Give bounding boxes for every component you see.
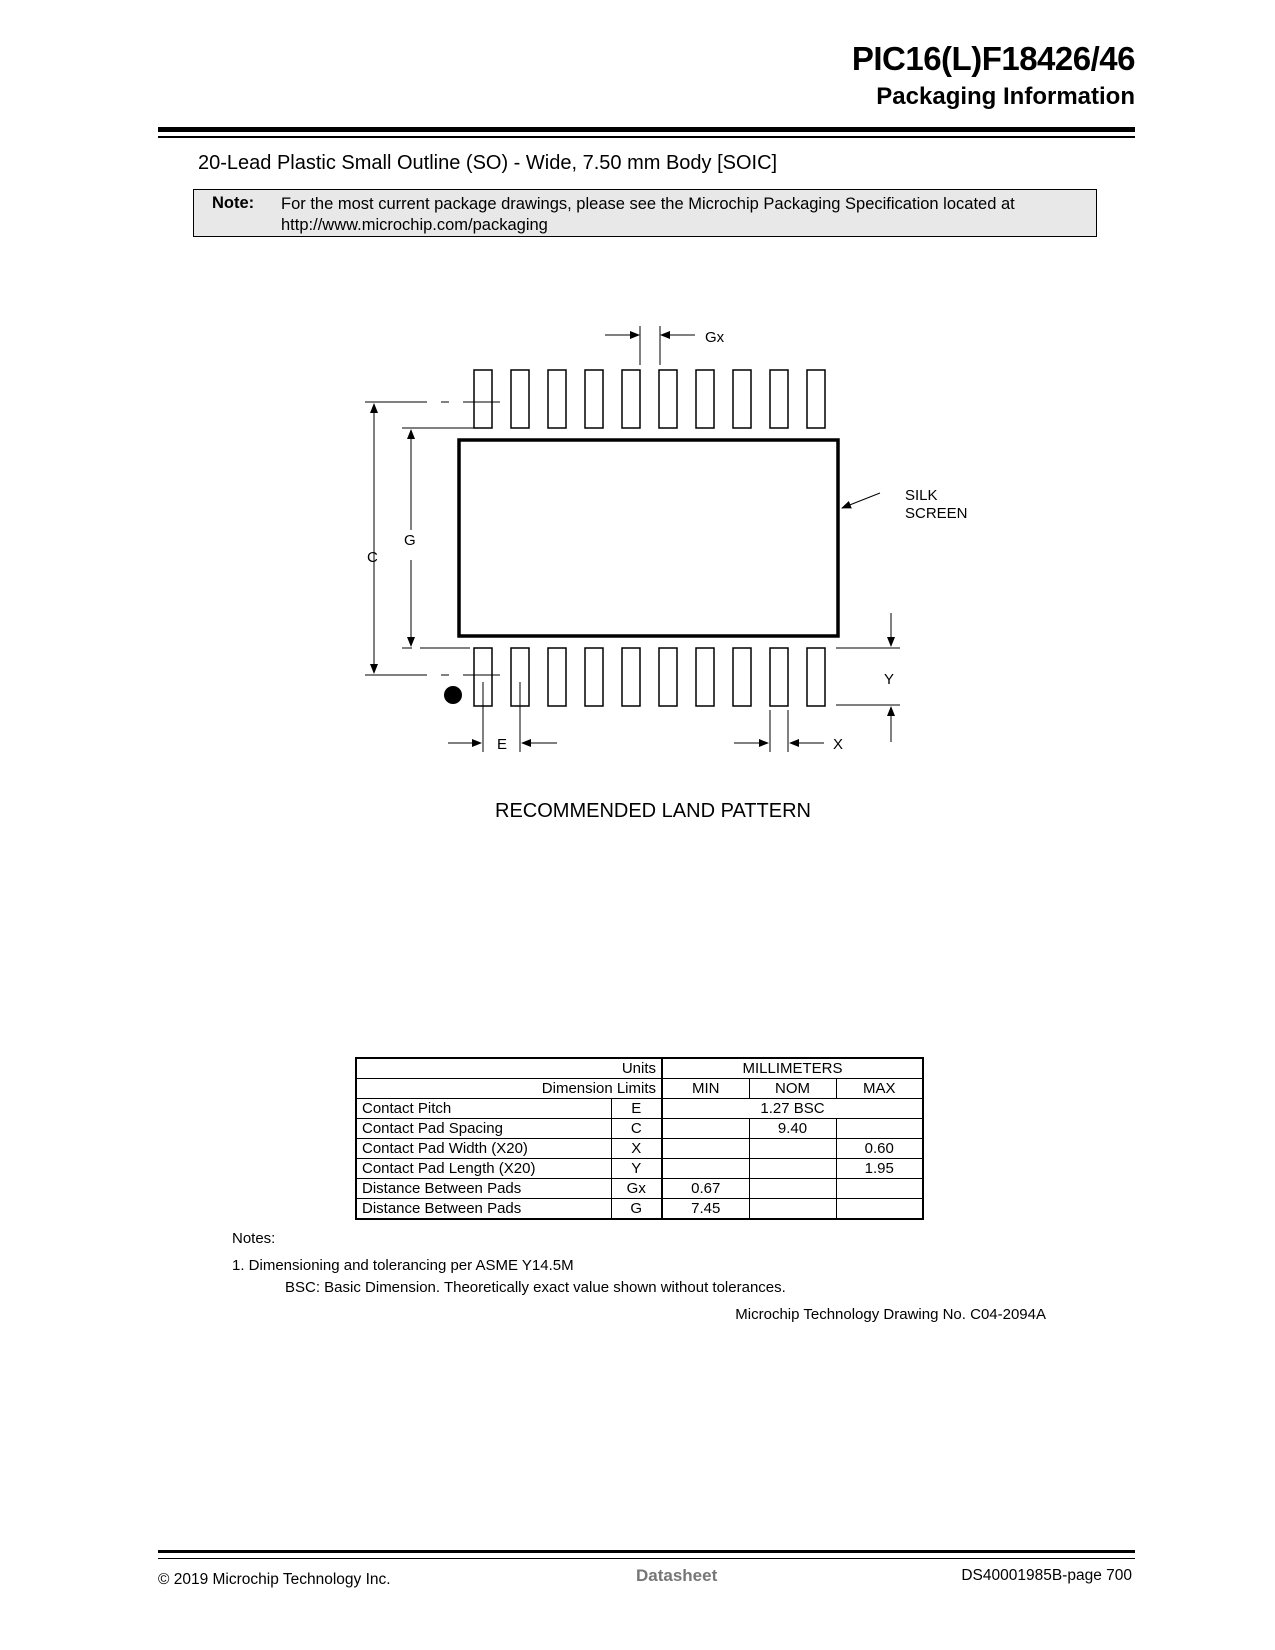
drawing-number: Microchip Technology Drawing No. C04-2094A (735, 1306, 1046, 1323)
dimension-table (355, 1057, 924, 1220)
note-item-1: 1. Dimensioning and tolerancing per ASME Y14.5M (232, 1257, 574, 1274)
bottom-pad (622, 648, 640, 706)
x-dimension (734, 710, 824, 752)
row-name: Distance Between Pads (356, 1199, 611, 1220)
footer-rule-thin (158, 1558, 1135, 1559)
notes-header: Notes: (232, 1230, 276, 1247)
row-min: 0.67 (662, 1179, 749, 1199)
silk-screen-outline (459, 440, 838, 636)
row-min (662, 1159, 749, 1179)
table-row (356, 1199, 923, 1220)
top-pad (622, 370, 640, 428)
gx-dimension (605, 326, 695, 365)
row-min: 7.45 (662, 1199, 749, 1220)
silk-label-1: SILK (905, 487, 938, 504)
row-nom: 1.27 BSC (662, 1099, 923, 1119)
bottom-pad (548, 648, 566, 706)
row-name: Contact Pitch (356, 1099, 611, 1119)
top-pad (548, 370, 566, 428)
row-min (662, 1139, 749, 1159)
note-label: Note: (212, 194, 255, 212)
row-name: Contact Pad Length (X20) (356, 1159, 611, 1179)
row-max (836, 1179, 923, 1199)
note-line-1: For the most current package drawings, please see the Microchip Packaging Specification located at (281, 195, 1015, 213)
c-label: C (367, 549, 378, 566)
footer-page-number: DS40001985B-page 700 (961, 1567, 1132, 1584)
bottom-pad (770, 648, 788, 706)
note-bsc: BSC: Basic Dimension. Theoretically exact value shown without tolerances. (285, 1279, 786, 1296)
top-pad (585, 370, 603, 428)
row-symbol: X (611, 1139, 662, 1159)
page-subtitle: Packaging Information (876, 83, 1135, 110)
y-label: Y (884, 671, 895, 688)
row-nom (749, 1179, 836, 1199)
units-label: Units (356, 1058, 662, 1079)
g-label: G (404, 532, 416, 549)
row-symbol: Gx (611, 1179, 662, 1199)
land-pattern-drawing (0, 0, 1275, 800)
row-min (662, 1119, 749, 1139)
footer-copyright: © 2019 Microchip Technology Inc. (158, 1571, 391, 1588)
row-max (836, 1199, 923, 1220)
col-nom: NOM (749, 1079, 836, 1099)
units-value: MILLIMETERS (662, 1058, 923, 1079)
row-symbol: Y (611, 1159, 662, 1179)
page-title: PIC16(L)F18426/46 (851, 40, 1135, 77)
row-max (836, 1119, 923, 1139)
row-max: 0.60 (836, 1139, 923, 1159)
top-pad (770, 370, 788, 428)
row-name: Contact Pad Spacing (356, 1119, 611, 1139)
table-row (356, 1139, 923, 1159)
gx-label: Gx (705, 329, 725, 346)
pin1-marker (444, 686, 462, 704)
col-min: MIN (662, 1079, 749, 1099)
row-nom (749, 1139, 836, 1159)
bottom-pad (585, 648, 603, 706)
e-label: E (497, 736, 508, 753)
table-row (356, 1159, 923, 1179)
table-row (356, 1099, 923, 1119)
table-units-row (356, 1058, 923, 1079)
c-dimension (365, 402, 500, 675)
footer-datasheet: Datasheet (636, 1566, 718, 1585)
top-pad-row (474, 370, 825, 428)
row-name: Contact Pad Width (X20) (356, 1139, 611, 1159)
table-row (356, 1179, 923, 1199)
table-header-row (356, 1079, 923, 1099)
top-pad (733, 370, 751, 428)
note-line-2: http://www.microchip.com/packaging (281, 216, 548, 234)
footer-rule-thick (158, 1550, 1135, 1553)
row-nom (749, 1159, 836, 1179)
bottom-pad (659, 648, 677, 706)
table-row (356, 1119, 923, 1139)
bottom-pad-row (474, 648, 825, 706)
top-pad (807, 370, 825, 428)
row-symbol: E (611, 1099, 662, 1119)
row-nom: 9.40 (749, 1119, 836, 1139)
bottom-pad (807, 648, 825, 706)
drawing-caption: RECOMMENDED LAND PATTERN (495, 800, 811, 822)
row-symbol: G (611, 1199, 662, 1220)
bottom-pad (733, 648, 751, 706)
limits-label: Dimension Limits (356, 1079, 662, 1099)
top-pad (659, 370, 677, 428)
row-symbol: C (611, 1119, 662, 1139)
row-max: 1.95 (836, 1159, 923, 1179)
silk-label-2: SCREEN (905, 505, 968, 522)
top-pad (696, 370, 714, 428)
row-nom (749, 1199, 836, 1220)
silk-leader (842, 493, 880, 508)
bottom-pad (696, 648, 714, 706)
top-pad (474, 370, 492, 428)
x-label: X (833, 736, 844, 753)
section-title: 20-Lead Plastic Small Outline (SO) - Wide, 7.50 mm Body [SOIC] (198, 152, 778, 174)
row-name: Distance Between Pads (356, 1179, 611, 1199)
col-max: MAX (836, 1079, 923, 1099)
top-pad (511, 370, 529, 428)
